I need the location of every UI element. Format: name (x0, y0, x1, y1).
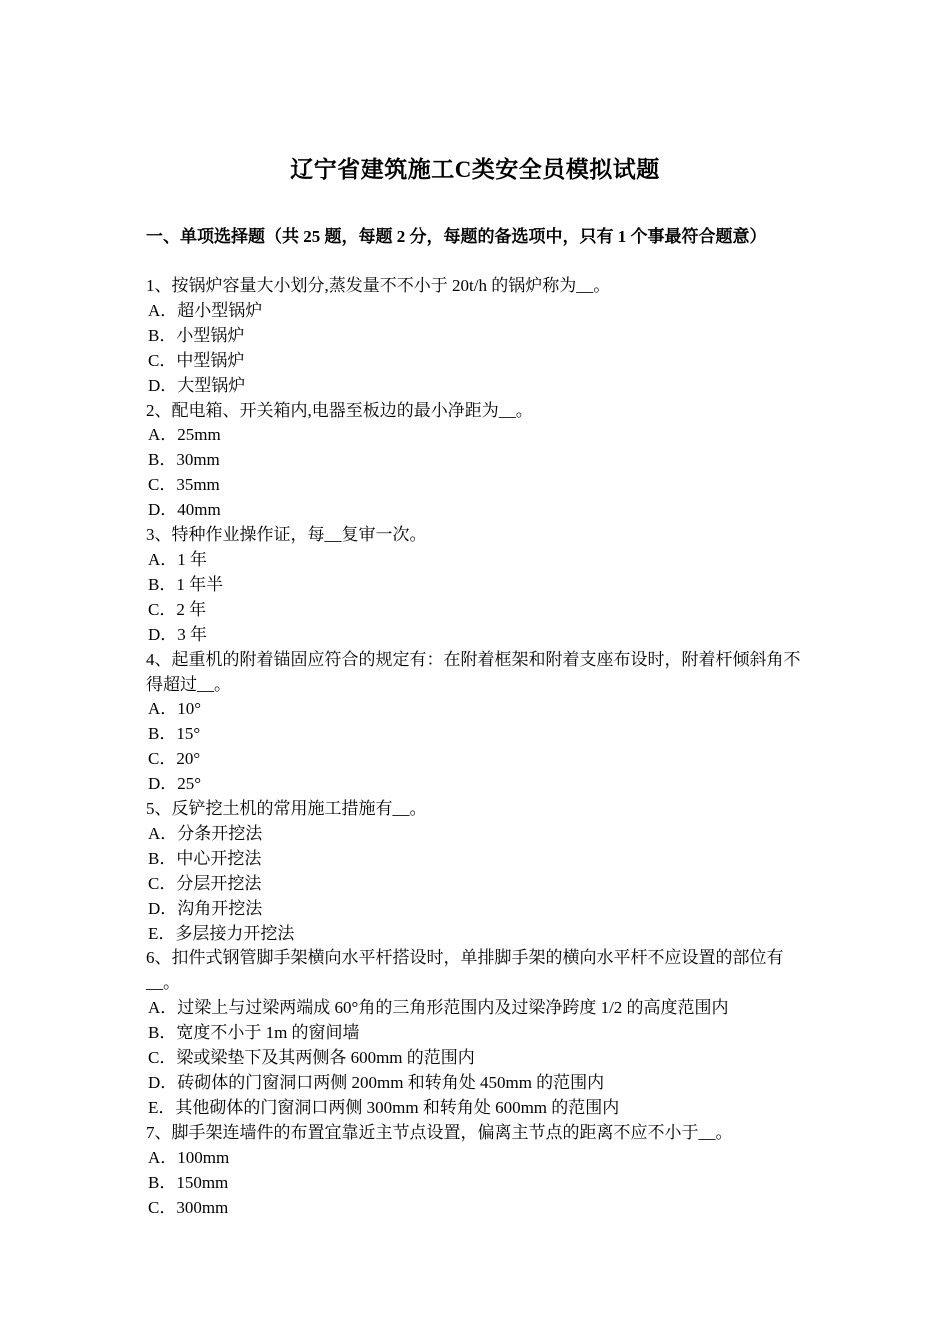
answer-option: A．过梁上与过梁两端成 60°角的三角形范围内及过梁净跨度 1/2 的高度范围内 (148, 998, 729, 1018)
question-stem: 6、扣件式钢管脚手架横向水平杆搭设时，单排脚手架的横向水平杆不应设置的部位有__。 (146, 948, 784, 993)
answer-option: A．1 年 (148, 549, 208, 569)
answer-option: C．2 年 (148, 599, 207, 619)
answer-option: B．小型锅炉 (148, 325, 245, 345)
answer-option: B．15° (148, 724, 201, 744)
answer-option: B．中心开挖法 (148, 848, 262, 868)
answer-option: C．35mm (148, 475, 220, 495)
question-list (146, 274, 816, 1220)
answer-option: A．100mm (148, 1147, 230, 1167)
answer-option: C．300mm (148, 1197, 229, 1217)
question-stem: 7、脚手架连墙件的布置宜靠近主节点设置，偏离主节点的距离不应不小于__。 (146, 1122, 733, 1142)
answer-option: D．40mm (148, 500, 221, 520)
answer-option: B．30mm (148, 450, 220, 470)
answer-option: C．中型锅炉 (148, 350, 245, 370)
question-stem: 2、配电箱、开关箱内,电器至板边的最小净距为__。 (146, 400, 533, 420)
answer-option: B．150mm (148, 1172, 229, 1192)
answer-option: C．分层开挖法 (148, 873, 262, 893)
answer-option: D．沟角开挖法 (148, 898, 263, 918)
question-stem: 1、按锅炉容量大小划分,蒸发量不不小于 20t/h 的锅炉称为__。 (146, 276, 611, 295)
answer-option: E．多层接力开挖法 (148, 923, 295, 943)
answer-option: D．25° (148, 774, 202, 794)
answer-option: A．超小型锅炉 (148, 300, 263, 320)
answer-option: C．梁或梁垫下及其两侧各 600mm 的范围内 (148, 1048, 475, 1068)
answer-option: D．大型锅炉 (148, 375, 246, 395)
answer-option: B．宽度不小于 1m 的窗间墙 (148, 1023, 360, 1043)
question-stem: 4、起重机的附着锚固应符合的规定有：在附着框架和附着支座布设时，附着杆倾斜角不得超过__。 (146, 649, 801, 694)
answer-option: C．20° (148, 749, 201, 769)
answer-option: A．10° (148, 699, 202, 719)
question-stem: 3、特种作业操作证，每__复审一次。 (146, 525, 427, 545)
answer-option: E．其他砌体的门窗洞口两侧 300mm 和转角处 600mm 的范围内 (148, 1097, 620, 1117)
section-heading: 一、单项选择题（共 25 题，每题 2 分，每题的备选项中，只有 1 个事最符合题意） (146, 227, 767, 246)
answer-option: D．3 年 (148, 624, 208, 644)
page-title: 辽宁省建筑施工C类安全员模拟试题 (290, 157, 660, 182)
answer-option: A．25mm (148, 425, 221, 445)
answer-option: D．砖砌体的门窗洞口两侧 200mm 和转角处 450mm 的范围内 (148, 1073, 605, 1092)
answer-option: A．分条开挖法 (148, 823, 263, 843)
question-stem: 5、反铲挖土机的常用施工措施有__。 (146, 799, 427, 819)
answer-option: B．1 年半 (148, 574, 224, 594)
